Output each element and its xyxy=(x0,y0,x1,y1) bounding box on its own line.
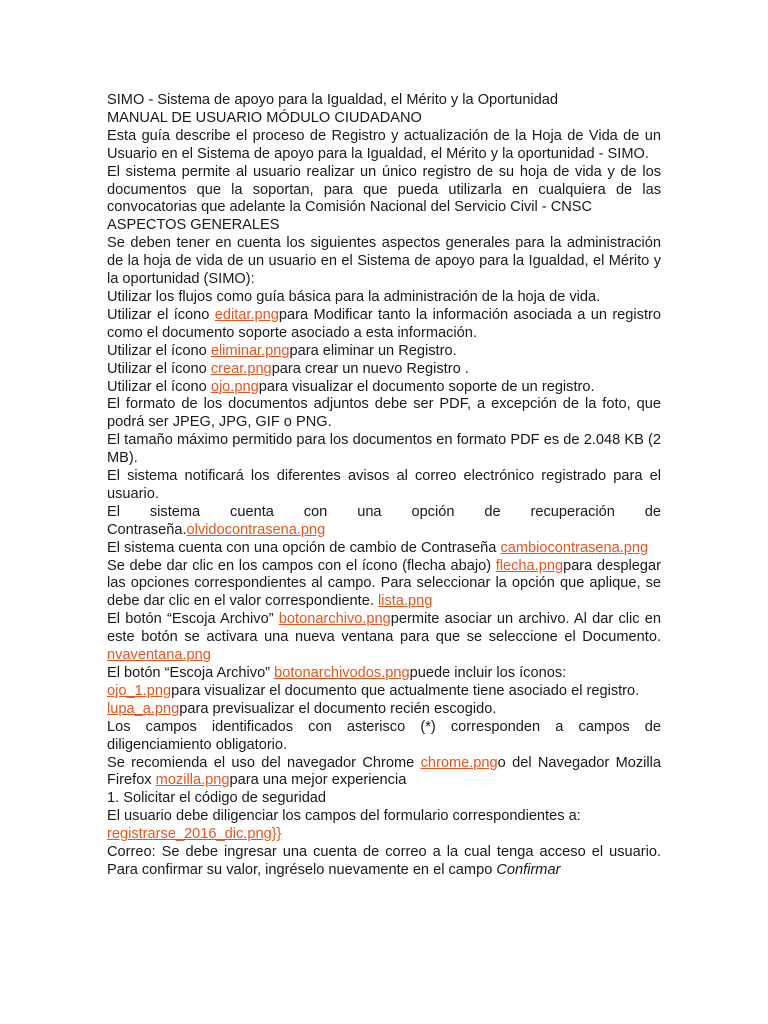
text: puede incluir los íconos: xyxy=(409,665,567,681)
text: El sistema cuenta con una opción de recuperación de Contraseña. xyxy=(107,503,661,538)
dropdown-paragraph xyxy=(107,558,661,612)
text: Se debe dar clic en los campos con el ícono (flecha abajo) xyxy=(107,557,496,574)
doc-subtitle: MANUAL DE USUARIO MÓDULO CIUDADANO xyxy=(107,109,422,126)
lista-link[interactable]: lista.png xyxy=(377,593,433,610)
section-heading: ASPECTOS GENERALES xyxy=(107,217,280,234)
text: Utilizar el ícono xyxy=(107,342,211,359)
view-current-paragraph xyxy=(107,683,661,701)
intro-paragraph: Esta guía describe el proceso de Registro y actualización de la Hoja de Vida de un Usuario en el Sistema de apoyo para la Igualdad, el Mérito y la oportunidad - SIMO. xyxy=(107,127,661,162)
browser-paragraph xyxy=(107,755,661,791)
document-page xyxy=(107,92,661,880)
system-paragraph: El sistema permite al usuario realizar un único registro de su hoja de vida y de los documentos que la soportan, para que pueda utilizarla en cualquiera de las convocatorias que adelante la Comisión Nacional del Servicio Civil - CNSC xyxy=(107,163,661,216)
lupa-a-link[interactable]: lupa_a.png xyxy=(107,700,180,717)
text: o del Navegador Mozilla Firefox xyxy=(107,754,662,789)
preview-paragraph xyxy=(107,701,661,719)
text: para previsualizar el documento recién escogido. xyxy=(179,700,497,717)
confirmar-text: Confirmar xyxy=(496,861,561,878)
notify-paragraph: El sistema notificará los diferentes avisos al correo electrónico registrado para el usuario. xyxy=(107,468,661,502)
ojo-link[interactable]: ojo.png xyxy=(210,378,259,395)
format-paragraph: El formato de los documentos adjuntos debe ser PDF, a excepción de la foto, que podrá ser JPEG, JPG, GIF o PNG. xyxy=(107,396,661,431)
text: Correo: Se debe ingresar una cuenta de correo a la cual tenga acceso el usuario. Para confirmar su valor, ingréselo nuevamente en el campo xyxy=(107,844,661,878)
create-icon-paragraph xyxy=(107,361,661,379)
text: El botón “Escoja Archivo” xyxy=(107,665,275,681)
doc-title: SIMO - Sistema de apoyo para la Igualdad, el Mérito y la Oportunidad xyxy=(107,92,559,108)
text: para eliminar un Registro. xyxy=(289,342,457,359)
text: para visualizar el documento que actualmente tiene asociado el registro. xyxy=(171,682,640,699)
olvidocontrasena-link[interactable]: olvidocontrasena.png xyxy=(186,521,326,538)
text: Se recomienda el uso del navegador Chrome xyxy=(107,754,421,771)
eliminar-link[interactable]: eliminar.png xyxy=(210,342,290,359)
text: para desplegar las opciones correspondientes al campo. Para seleccionar la opción que aplique, se debe dar clic en el valor correspondiente. xyxy=(107,557,661,610)
size-paragraph: El tamaño máximo permitido para los documentos en formato PDF es de 2.048 KB (2 MB). xyxy=(107,432,661,467)
text: permite asociar un archivo. Al dar clic en este botón se activara una nueva ventana para que se seleccione el Documento. xyxy=(107,611,661,646)
text: Utilizar el ícono xyxy=(107,360,211,377)
view-icon-paragraph xyxy=(107,379,661,397)
form-fields-paragraph: El usuario debe diligenciar los campos del formulario correspondientes a: xyxy=(107,808,581,825)
change-password-paragraph xyxy=(107,540,661,558)
text: para crear un nuevo Registro . xyxy=(271,360,469,377)
registrarse-link[interactable]: registrarse_2016_dic.png}} xyxy=(107,826,282,843)
cambiocontrasena-link[interactable]: cambiocontrasena.png xyxy=(500,539,649,556)
required-fields-paragraph: Los campos identificados con asterisco (*) corresponden a campos de diligenciamiento obligatorio. xyxy=(107,718,661,753)
text: Utilizar el ícono xyxy=(107,306,215,323)
edit-icon-paragraph xyxy=(107,307,661,343)
mozilla-link[interactable]: mozilla.png xyxy=(155,772,230,789)
ojo-1-link[interactable]: ojo_1.png xyxy=(107,682,172,699)
editar-link[interactable]: editar.png xyxy=(214,306,279,323)
botonarchivodos-link[interactable]: botonarchivodos.png xyxy=(274,665,410,681)
nvaventana-link[interactable]: nvaventana.png xyxy=(107,647,211,664)
text: El botón “Escoja Archivo” xyxy=(107,611,279,628)
file-button-paragraph xyxy=(107,611,661,665)
text: para Modificar tanto la información asociada a un registro como el documento soporte asociado a esta información. xyxy=(107,306,661,341)
recovery-paragraph xyxy=(107,504,661,540)
botonarchivo-link[interactable]: botonarchivo.png xyxy=(278,611,391,628)
flecha-link[interactable]: flecha.png xyxy=(495,557,564,574)
text: para una mejor experiencia xyxy=(229,772,407,789)
aspects-paragraph: Se deben tener en cuenta los siguientes aspectos generales para la administración de la hoja de vida de un usuario en el Sistema de apoyo para la Igualdad, el Mérito y la oportunidad (SIMO): xyxy=(107,235,661,288)
text: El sistema cuenta con una opción de cambio de Contraseña xyxy=(107,539,501,556)
text: Utilizar el ícono xyxy=(107,378,211,395)
file-button-icons-paragraph xyxy=(107,665,661,683)
step-heading: 1. Solicitar el código de seguridad xyxy=(107,790,327,807)
chrome-link[interactable]: chrome.png xyxy=(420,754,498,771)
email-paragraph xyxy=(107,844,661,880)
delete-icon-paragraph xyxy=(107,343,661,361)
registrarse-paragraph xyxy=(107,826,661,844)
text: para visualizar el documento soporte de un registro. xyxy=(258,378,595,395)
crear-link[interactable]: crear.png xyxy=(210,360,272,377)
flows-paragraph: Utilizar los flujos como guía básica para la administración de la hoja de vida. xyxy=(107,288,601,305)
